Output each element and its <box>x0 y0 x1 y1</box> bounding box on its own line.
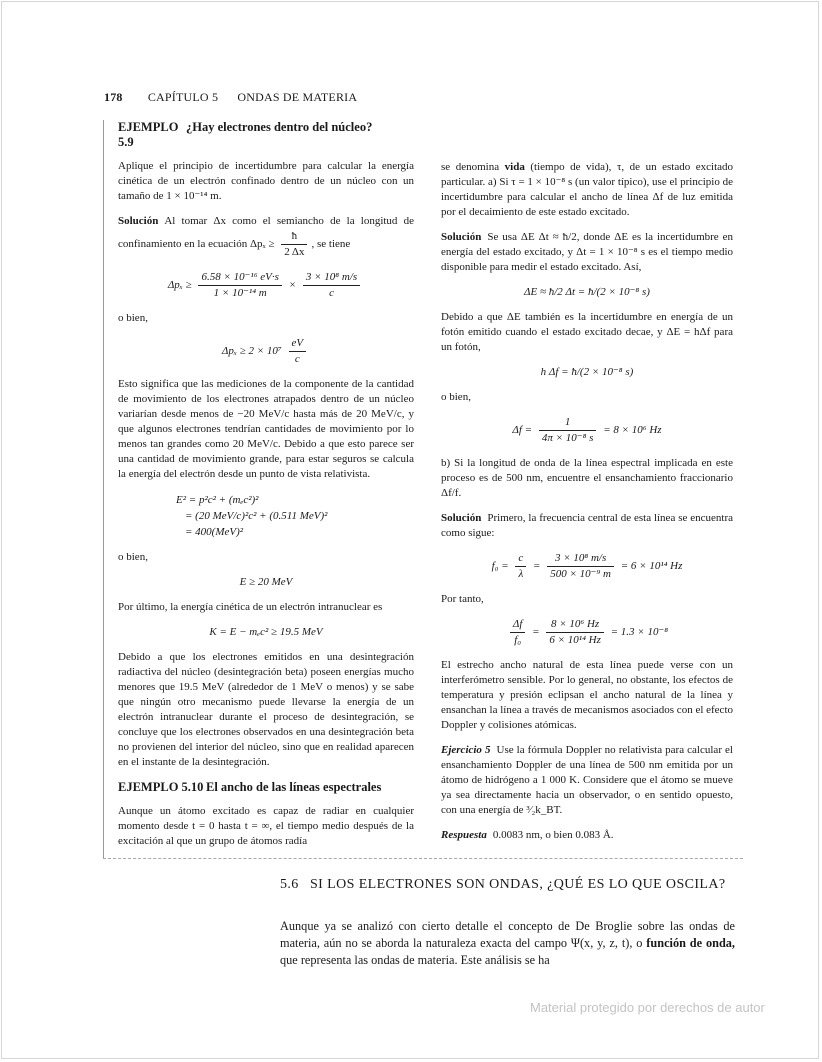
solution-b-label: Solución <box>441 512 482 524</box>
example-5-9-number: EJEMPLO 5.9 <box>118 120 179 149</box>
example-5-9-title: ¿Hay electrones dentro del núcleo? <box>186 120 373 134</box>
paragraph-momentum-meaning: Esto significa que las mediciones de la componente de la cantidad de movimiento de los electrones atrapados dentro de un núcleo variarían desde menos de −20 MeV/c hasta más de 20 MeV/c, y que algunos electrones tendrían cantidades de movimiento por lo menos tan grandes como 20 MeV/c. Debido a que esto parece ser una cantidad de movimiento grande, para estar seguros se calcula la energía del electrón desde un punto de vista relativista. <box>118 378 414 480</box>
page-number: 178 <box>104 90 123 104</box>
solution-a-paragraph: Solución Se usa ΔE Δt ≈ ħ/2, donde ΔE es la incertidumbre en energía del estado excitado, y Δt = 1 × 10⁻⁸ s es el tiempo medio disponible para medir el estado excitado. Así, <box>441 231 733 273</box>
solution-label: Solución <box>118 215 159 227</box>
equation-kinetic-energy: K = E − mₑc² ≥ 19.5 MeV <box>209 626 323 638</box>
example-end-rule <box>103 858 743 859</box>
section-5-6-heading <box>280 876 750 894</box>
equation-central-frequency: f₀ = $\frac{c}{\lambda}$ = $\frac{\text{3 × 10⁸ m/s}}{\text{500 × 10⁻⁹ m}}$ = 6 × 10¹⁴ Hz <box>491 552 683 580</box>
equation-momentum-result: Δpₓ ≥ 2 × 10⁷ $\frac{eV}{c}$ <box>118 336 414 367</box>
equation-momentum-uncertainty: Δpₓ ≥ $\frac{\text{6.58 × 10⁻¹⁶ eV·s}}{\text{1 × 10⁻¹⁴ m}}$ × $\frac{\text{3 × 10⁸ m/s}}{c}$ <box>118 270 414 301</box>
paragraph-photon-energy: Debido a que ΔE también es la incertidumbre en energía de un fotón emitido cuando el estado excitado decae, y ΔE = hΔf para un fotón, <box>441 311 733 353</box>
equation-fractional-width: $\frac{\Delta f}{\text{f₀}}$ = $\frac{\text{8 × 10⁶ Hz}}{\text{6 × 10¹⁴ Hz}}$ = 1.3 × 10⁻⁸ <box>441 617 733 648</box>
example-5-9-heading <box>118 120 414 150</box>
right-column <box>441 160 733 853</box>
example-5-10-heading <box>118 780 414 795</box>
example-5-9-statement: Aplique el principio de incertidumbre para calcular la energía cinética de un electrón confinado dentro de un núcleo con un tamaño de 1 × 10⁻¹⁴ m. <box>118 160 414 202</box>
solution-text-b: , se tiene <box>311 238 351 251</box>
page-header <box>104 90 379 105</box>
exercise-label: Ejercicio 5 <box>441 744 491 756</box>
example-5-10-statement: Aunque un átomo excitado es capaz de radiar en cualquier momento desde t = 0 hasta t = ∞, el tiempo medio después de la excitación al que un grupo de átomos radía <box>118 805 414 847</box>
section-title: SI LOS ELECTRONES SON ONDAS, ¿QUÉ ES LO QUE OSCILA? <box>310 877 726 892</box>
paragraph-part-b: b) Si la longitud de onda de la línea espectral implicada en este proceso es de 500 nm, encuentre el ensanchamiento fraccionario Δf/f. <box>441 457 733 499</box>
copyright-watermark: Material protegido por derechos de autor <box>530 1000 765 1015</box>
example-5-10-number: EJEMPLO 5.10 <box>118 780 204 794</box>
paragraph-kinetic-energy: Por último, la energía cinética de un electrón intranuclear es <box>118 601 383 613</box>
exercise-5: Ejercicio 5 Use la fórmula Doppler no relativista para calcular el ensanchamiento Doppler de una línea de 500 nm emitida por un átomo de hidrógeno a 1 000 K. Considere que el átomo se mueve ya sea directamente hacia un observador, o en sentido opuesto, con una energía de ³⁄₂k_BT. <box>441 744 733 816</box>
left-column <box>118 120 414 859</box>
solution-text-a: Al tomar Δx como el semiancho de la longitud de confinamiento en la ecuación Δpₓ ≥ <box>118 215 414 251</box>
paragraph-beta-decay: Debido a que los electrones emitidos en una desintegración radiactiva del núcleo (desintegración beta) poseen energías mucho menores que 19.5 MeV (alrededor de 1 MeV o menos) y se sabe que ningún otro mecanismo puede llevarse la energía de un electrón intranuclear durante el proceso de desintegración, se concluye que los electrones observados en una desintegración beta no provienen del interior del núcleo, sino que en realidad aparecen en el instante de la desintegración. <box>118 651 414 768</box>
o-bien-1: o bien, <box>118 312 148 324</box>
solution-a-label: Solución <box>441 231 482 243</box>
equation-relativistic-energy: E² = p²c² + (mₑc²)² = (20 MeV/c)²c² + (0.511 MeV)² = 400(MeV)² <box>176 494 328 538</box>
exercise-answer: Respuesta 0.0083 nm, o bien 0.083 Å. <box>441 829 614 841</box>
por-tanto: Por tanto, <box>441 593 484 605</box>
solution-paragraph <box>118 214 414 260</box>
example-margin-rule <box>103 120 104 858</box>
paragraph-doppler: El estrecho ancho natural de esta línea puede verse con un interferómetro sensible. Por lo general, no obstante, los efectos de temperatura y presión eclipsan el ancho natural de la línea y ensanchan la línea a través de mecanismos asociados con el efecto Doppler y colisiones atómicas. <box>441 659 733 731</box>
term-vida: vida <box>504 161 525 173</box>
equation-delta-f: Δf = $\frac{1}{\text{4π × 10⁻⁸ s}}$ = 8 × 10⁶ Hz <box>512 416 662 444</box>
term-funcion-de-onda: función de onda, <box>646 936 735 950</box>
example-5-10-title: El ancho de las líneas espectrales <box>206 780 382 794</box>
paragraph-lifetime: se denomina vida (tiempo de vida), τ, de un estado excitado particular. a) Si τ = 1 × 10⁻⁸ s (un valor típico), use el principio de incertidumbre para calcular el ancho de línea Δf de luz emitida por el decaimiento de este estado excitado. <box>441 161 734 218</box>
section-number: 5.6 <box>280 877 299 892</box>
o-bien-right: o bien, <box>441 391 471 403</box>
o-bien-2: o bien, <box>118 551 148 563</box>
chapter-title: ONDAS DE MATERIA <box>237 90 358 104</box>
answer-label: Respuesta <box>441 829 487 841</box>
solution-b-paragraph: Solución Primero, la frecuencia central de esta línea se encuentra como sigue: <box>441 512 733 539</box>
equation-energy-width: ΔE ≈ ħ/2 Δt = ħ/(2 × 10⁻⁸ s) <box>524 286 650 298</box>
chapter-label: CAPÍTULO 5 <box>147 90 219 104</box>
section-5-6-text: Aunque ya se analizó con cierto detalle el concepto de De Broglie sobre las ondas de materia, aún no se aborda la naturaleza exacta del campo Ψ(x, y, z, t), o función de onda, que representa las ondas de materia. Este análisis se ha <box>280 919 735 967</box>
hbar-over-2dx: $\frac{ħ}{2 \Delta x}$ <box>281 229 307 260</box>
equation-energy-bound: E ≥ 20 MeV <box>239 576 293 588</box>
equation-h-delta-f: h Δf = ħ/(2 × 10⁻⁸ s) <box>540 366 634 378</box>
